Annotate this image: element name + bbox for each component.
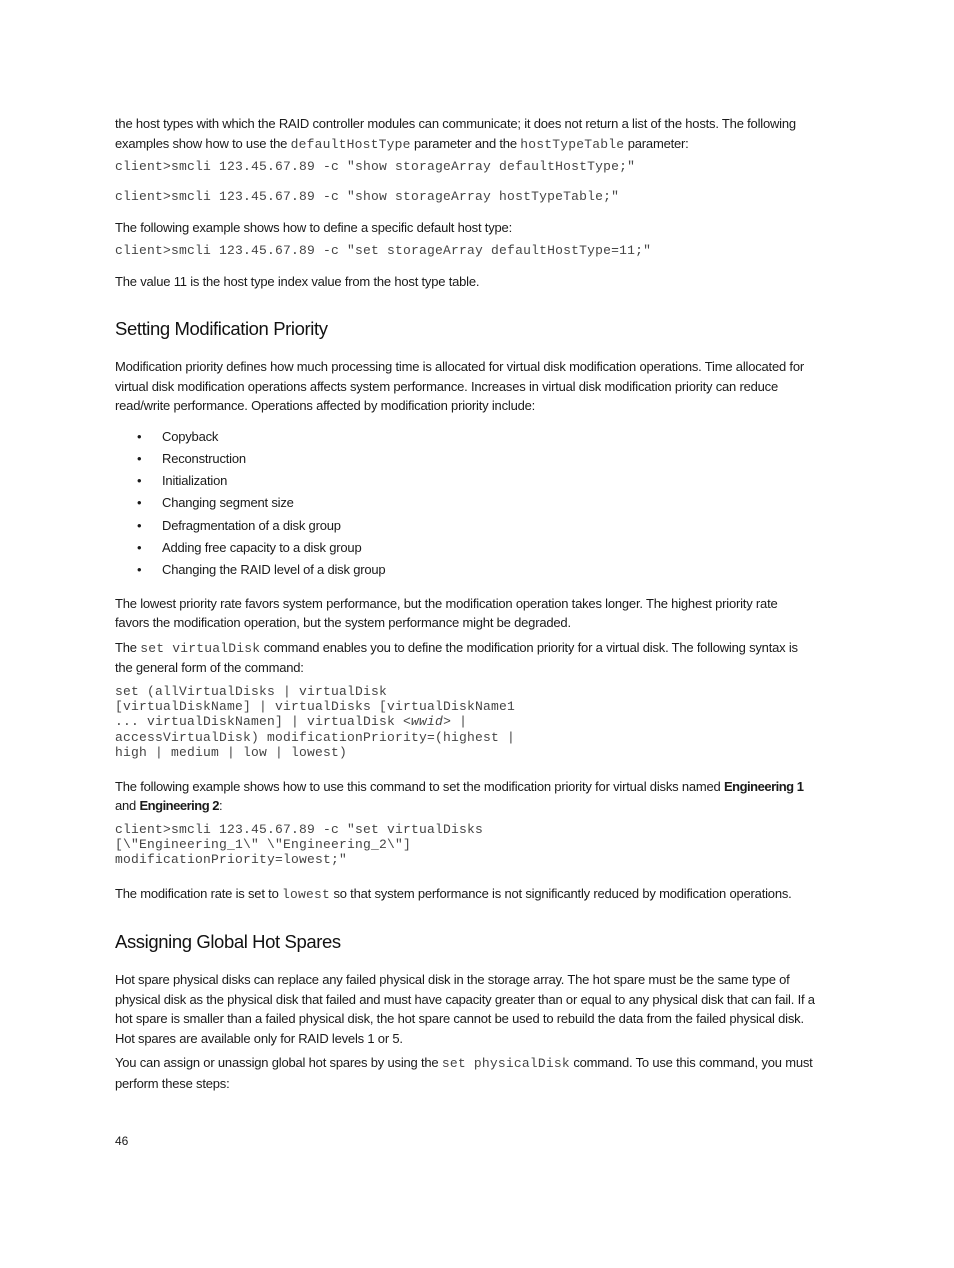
list-item-text: Adding free capacity to a disk group bbox=[162, 539, 362, 555]
text: command. To use this command, you must perform these steps: bbox=[115, 1055, 813, 1091]
code-text: ... virtualDiskNamen] | virtualDisk < bbox=[115, 714, 412, 730]
list-item-text: Changing segment size bbox=[162, 495, 294, 511]
code-line: high | medium | low | lowest) bbox=[115, 745, 348, 761]
code-show-host-type-table: client>smcli 123.45.67.89 -c "show storageArray hostTypeTable;" bbox=[115, 189, 620, 204]
text: The modification rate is set to bbox=[115, 885, 283, 901]
code-show-default-host-type: client>smcli 123.45.67.89 -c "show storageArray defaultHostType;" bbox=[115, 159, 636, 174]
text: : bbox=[218, 798, 223, 814]
code-line: client>smcli 123.45.67.89 -c "set virtualDisks bbox=[115, 821, 484, 837]
text: The bbox=[115, 639, 141, 655]
bold-text: Engineering 2 bbox=[139, 798, 219, 814]
bullet: • bbox=[137, 450, 142, 466]
bullet: • bbox=[137, 539, 142, 555]
bullet: • bbox=[137, 473, 142, 489]
inline-code: set virtualDisk bbox=[140, 640, 261, 656]
intro-paragraph bbox=[115, 114, 815, 154]
code-line: [virtualDiskName] | virtualDisks [virtualDiskName1 bbox=[115, 698, 516, 714]
list-item bbox=[115, 515, 815, 537]
bullet: • bbox=[137, 428, 142, 444]
inline-code: hostTypeTable bbox=[520, 136, 625, 152]
paragraph-define-host-type: The following example shows how to define a specific default host type: bbox=[115, 220, 512, 235]
paragraph-hot-spares: Hot spare physical disks can replace any failed physical disk in the storage array. The hot spare must be the same type of physical disk as the physical disk that failed and must have capacity greater than or equal to any physical disk that can fail. If a hot spare is smaller than a failed physical disk, the hot spare cannot be used to rebuild the data from the failed physical disk. Hot spares are available only for RAID levels 1 or 5. bbox=[115, 972, 815, 1046]
code-syntax-block bbox=[115, 684, 815, 761]
bullet: • bbox=[137, 495, 142, 511]
text: and bbox=[115, 798, 140, 814]
list-item-text: Changing the RAID level of a disk group bbox=[162, 562, 386, 578]
list-item-text: Copyback bbox=[162, 428, 219, 444]
page-number: 46 bbox=[115, 1134, 129, 1148]
text: parameter and the bbox=[410, 135, 521, 151]
text: command enables you to define the modification priority for a virtual disk. The following syntax is the general form of the command: bbox=[115, 639, 798, 676]
text: so that system performance is not significantly reduced by modification operations. bbox=[330, 885, 792, 901]
paragraph-modification-rate bbox=[115, 884, 815, 905]
paragraph-host-type-index: The value 11 is the host type index value from the host type table. bbox=[115, 273, 480, 289]
inline-code: lowest bbox=[282, 886, 331, 902]
bold-text: Engineering 1 bbox=[724, 778, 804, 794]
code-line: set (allVirtualDisks | virtualDisk bbox=[115, 683, 388, 699]
code-line: [\"Engineering_1\" \"Engineering_2\"] bbox=[115, 837, 412, 853]
code-set-default-host-type: client>smcli 123.45.67.89 -c "set storageArray defaultHostType=11;" bbox=[115, 242, 652, 258]
code-placeholder: wwid bbox=[411, 714, 444, 730]
list-item bbox=[115, 448, 815, 470]
code-text: > | bbox=[443, 714, 468, 730]
paragraph-set-virtualdisk bbox=[115, 638, 815, 678]
list-item bbox=[115, 559, 815, 581]
bullet: • bbox=[137, 562, 142, 578]
list-item bbox=[115, 470, 815, 492]
inline-code: set physicalDisk bbox=[441, 1056, 570, 1072]
code-example-block bbox=[115, 822, 815, 868]
inline-code: defaultHostType bbox=[290, 136, 411, 152]
bullet: • bbox=[137, 517, 142, 533]
list-item-text: Reconstruction bbox=[162, 450, 246, 466]
code-line: accessVirtualDisk) modificationPriority=(highest | bbox=[115, 729, 516, 745]
paragraph-example-engineering bbox=[115, 777, 815, 816]
list-item-text: Initialization bbox=[162, 473, 228, 489]
paragraph-modification-priority: Modification priority defines how much processing time is allocated for virtual disk modification operations. Time allocated for virtual disk modification operations affects system performance. Increases in virtual disk modification priority can reduce read/write performance. Operations affected by modification priority include: bbox=[115, 359, 805, 413]
text: The following example shows how to use this command to set the modification priority for virtual disks named bbox=[115, 778, 724, 794]
list-item bbox=[115, 537, 815, 559]
text: You can assign or unassign global hot spares by using the bbox=[115, 1055, 442, 1071]
heading-assigning-global-hot-spares: Assigning Global Hot Spares bbox=[115, 931, 341, 953]
modification-operations-list bbox=[115, 426, 815, 582]
code-line bbox=[115, 714, 815, 729]
list-item bbox=[115, 426, 815, 448]
document-page bbox=[115, 114, 815, 1101]
text: parameter: bbox=[624, 135, 689, 151]
paragraph-set-physicaldisk bbox=[115, 1053, 815, 1093]
code-line: modificationPriority=lowest;" bbox=[115, 852, 348, 868]
list-item bbox=[115, 492, 815, 514]
list-item-text: Defragmentation of a disk group bbox=[162, 517, 341, 533]
text: the host types with which the RAID controller modules can communicate; it does not return a list of the hosts. The following examples show how to use the bbox=[115, 116, 796, 151]
paragraph-priority-rate: The lowest priority rate favors system performance, but the modification operation takes longer. The highest priority rate favors the modification operation, but the system performance might be degraded. bbox=[115, 595, 778, 631]
heading-setting-modification-priority: Setting Modification Priority bbox=[115, 318, 328, 339]
